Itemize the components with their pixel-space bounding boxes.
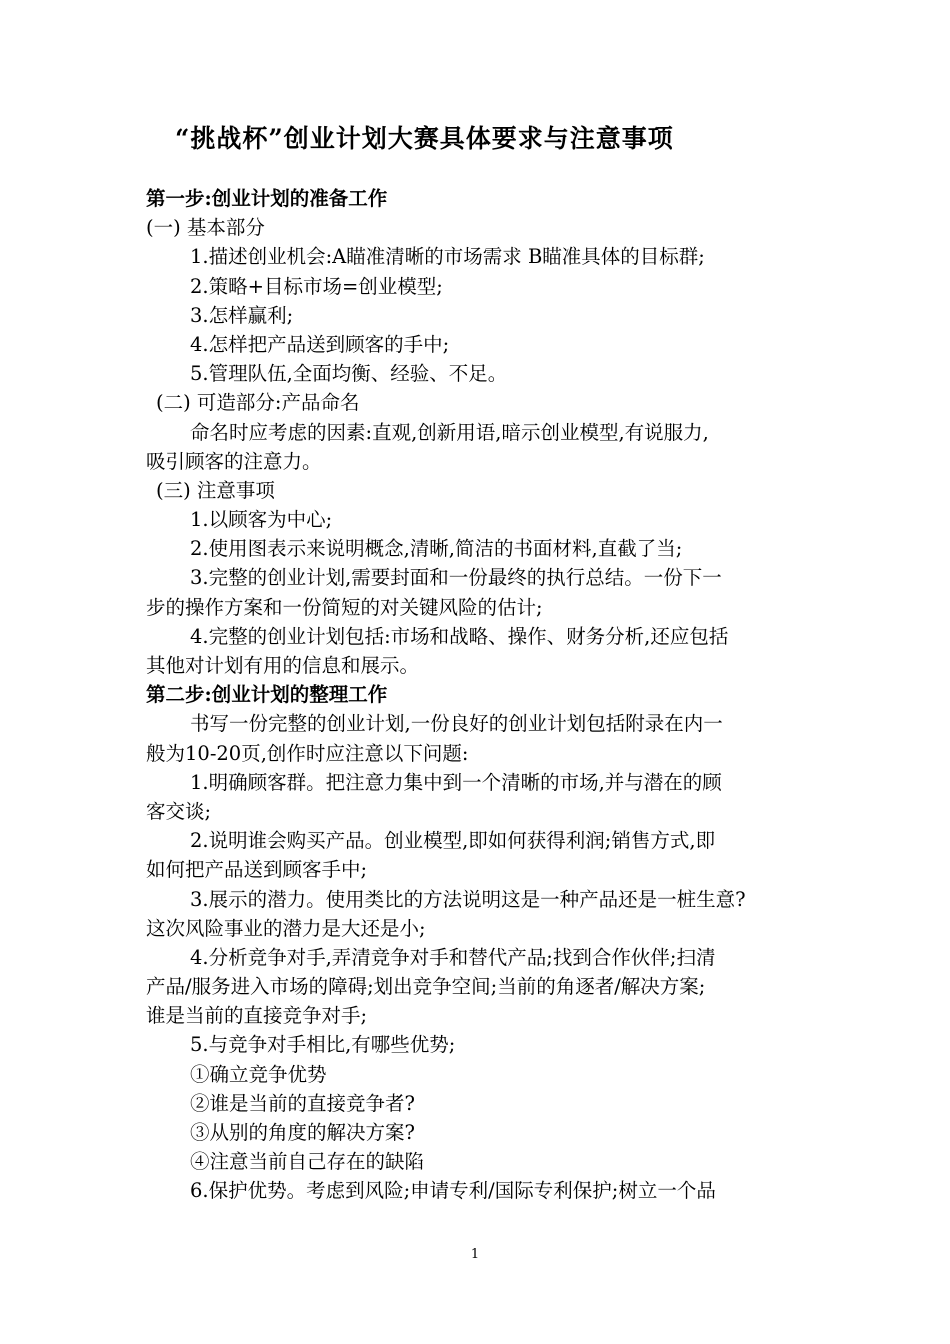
list-item: 1.明确顾客群。把注意力集中到一个清晰的市场,并与潜在的顾 [190,770,722,794]
list-item: 2.使用图表示来说明概念,清晰,简洁的书面材料,直截了当; [190,537,683,561]
list-item: 4.完整的创业计划包括:市场和战略、操作、财务分析,还应包括 [190,624,729,648]
list-item: 5.与竞争对手相比,有哪些优势; [190,1033,456,1057]
list-item-continuation: 这次风险事业的潜力是大还是小; [146,916,426,940]
list-item-continuation: 如何把产品送到顾客手中; [146,858,368,882]
sub-list-item: ①确立竞争优势 [190,1062,327,1086]
list-item: 2.说明谁会购买产品。创业模型,即如何获得利润;销售方式,即 [190,829,716,853]
list-item-continuation: 产品/服务进入市场的障碍;划出竞争空间;当前的角逐者/解决方案; [146,975,706,999]
page-number: 1 [470,1247,480,1262]
list-item: 4.分析竞争对手,弄清竞争对手和替代产品;找到合作伙伴;扫清 [190,945,716,969]
list-item: 1.描述创业机会:A瞄准清晰的市场需求 B瞄准具体的目标群; [190,245,705,269]
section-heading-step-2: 第二步:创业计划的整理工作 [146,683,388,707]
subsection-heading: (二) 可造部分:产品命名 [156,391,360,415]
subsection-heading: (三) 注意事项 [156,478,275,502]
list-item-continuation: 步的操作方案和一份简短的对关键风险的估计; [146,595,543,619]
list-item: 5.管理队伍,全面均衡、经验、不足。 [190,362,508,386]
list-item: 4.怎样把产品送到顾客的手中; [190,332,450,356]
list-item-continuation: 谁是当前的直接竞争对手; [146,1004,368,1028]
sub-list-item: ④注意当前自己存在的缺陷 [190,1150,425,1174]
list-item: 6.保护优势。考虑到风险;申请专利/国际专利保护;树立一个品 [190,1179,716,1203]
list-item-continuation: 其他对计划有用的信息和展示。 [146,654,420,677]
list-item: 3.展示的潜力。使用类比的方法说明这是一种产品还是一桩生意? [190,887,746,911]
list-item: 2.策略+目标市场=创业模型; [190,274,443,298]
list-item-continuation: 客交谈; [146,799,212,823]
list-item: 3.完整的创业计划,需要封面和一份最终的执行总结。一份下一 [190,566,722,590]
sub-list-item: ③从别的角度的解决方案? [190,1121,415,1144]
sub-list-item: ②谁是当前的直接竞争者? [190,1091,415,1115]
paragraph-line: 命名时应考虑的因素:直观,创新用语,暗示创业模型,有说服力, [190,420,709,444]
paragraph-line: 书写一份完整的创业计划,一份良好的创业计划包括附录在内一 [190,712,723,736]
subsection-heading: (一) 基本部分 [146,216,265,240]
paragraph-line: 般为10-20页,创作时应注意以下问题: [146,741,469,765]
document-title: “挑战杯”创业计划大赛具体要求与注意事项 [175,124,674,153]
document-body [146,184,810,1206]
list-item: 1.以顾客为中心; [190,508,333,532]
paragraph-line: 吸引顾客的注意力。 [146,449,322,473]
section-heading-step-1: 第一步:创业计划的准备工作 [146,187,388,210]
list-item: 3.怎样赢利; [190,303,294,327]
